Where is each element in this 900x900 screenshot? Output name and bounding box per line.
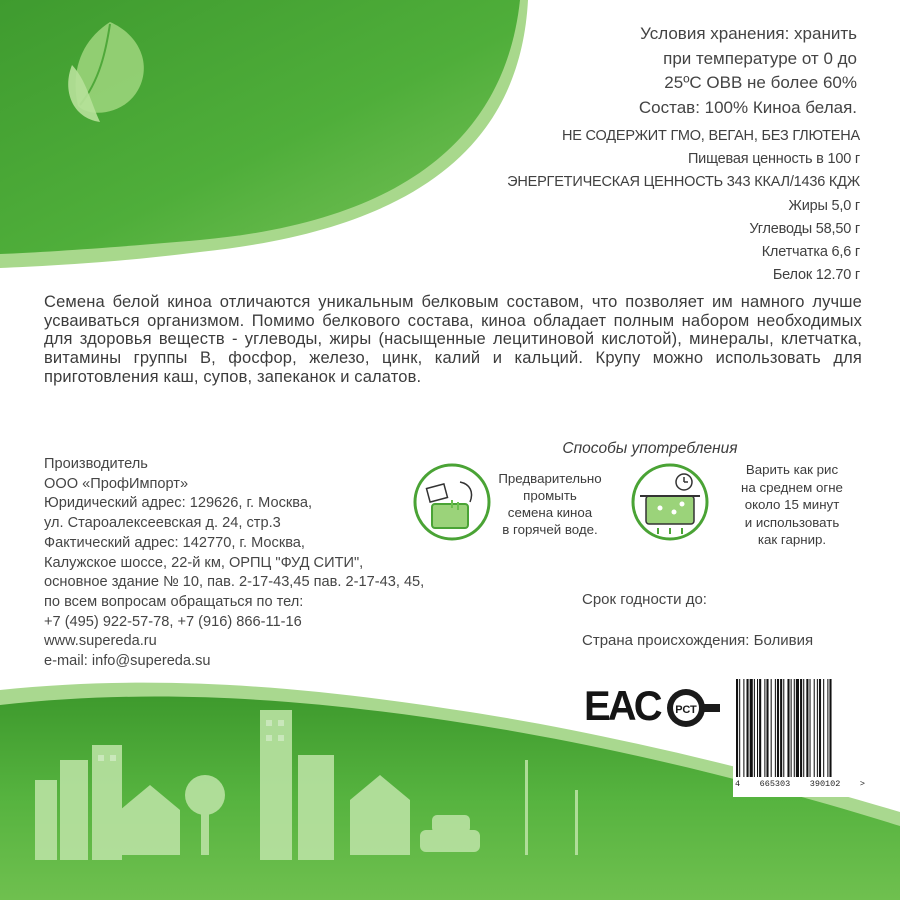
step-line: и использовать [744, 514, 840, 530]
step-line: Варить как рис [745, 462, 839, 477]
per-100g-label: Пищевая ценность в 100 г [687, 151, 860, 168]
barcode-bar [794, 679, 795, 777]
barcode-bar [819, 679, 821, 777]
usage-step-rinse [472, 470, 628, 538]
carbs-value: Углеводы 58,50 г [749, 220, 860, 237]
barcode-bar [814, 679, 815, 777]
barcode-bar [823, 679, 824, 777]
barcode-bar [777, 679, 779, 777]
rst-certification-mark [664, 686, 722, 730]
maker-line: Юридический адрес: 129626, г. Москва, [44, 495, 313, 512]
barcode-bar [743, 679, 744, 777]
cooking-pot-icon [630, 462, 710, 542]
barcode-bar [780, 679, 782, 777]
step-line: как гарнир. [757, 532, 827, 547]
maker-phone: +7 (495) 922-57-78, +7 (916) 866-11-16 [44, 613, 302, 630]
maker-line: Фактический адрес: 142770, г. Москва, [44, 534, 305, 551]
rst-mark-text: РСТ [675, 704, 697, 716]
barcode-digit-group: 665303 [759, 779, 791, 789]
fat-value: Жиры 5,0 г [788, 197, 860, 214]
free-from-label: НЕ СОДЕРЖИТ ГМО, ВЕГАН, БЕЗ ГЛЮТЕНА [561, 128, 860, 144]
storage-line: при температуре от 0 до [663, 48, 857, 68]
barcode-bar [783, 679, 784, 777]
barcode-bar [754, 679, 755, 777]
barcode-bar [817, 679, 818, 777]
maker-line: ул. Староалексеевская д. 24, стр.3 [44, 515, 281, 532]
step-line: на среднем огне [741, 479, 843, 495]
step-line: в горячей воде. [502, 522, 598, 537]
barcode-digit-group: 4 [735, 779, 741, 789]
barcode-bar [771, 679, 772, 777]
barcode-bar [829, 679, 831, 777]
barcode-bar [764, 679, 765, 777]
step-line: Предварительно [498, 471, 602, 486]
product-description: Семена белой киноа отличаются уникальным белковым составом, что позволяет им намного лучше усваиваться организмом. Помимо белкового состава, киноа обладает полным набором необходимых для здоровья веществ - углеводы, жиры (насыщенные лецитиновой кислотой), минералы, клетчатка, витамины группы B, фосфор, железо, цинк, калий и кальций. Крупу можно использовать для приготовления каш, супов, запеканок и салатов. [44, 293, 862, 386]
barcode-bar [739, 679, 740, 777]
barcode-bar [806, 679, 808, 777]
maker-email: e-mail: info@supereda.su [44, 653, 211, 670]
composition-line: Состав: 100% Киноа белая. [638, 97, 857, 117]
barcode-bar [736, 679, 738, 777]
step-line: около 15 минут [744, 497, 840, 512]
storage-line: Условия хранения: хранить [640, 24, 857, 43]
storage-line: 25ºС ОВВ не более 60% [664, 73, 857, 92]
maker-line: основное здание № 10, пав. 2-17-43,45 пав. 2-17-43, 45, [44, 574, 425, 591]
barcode-bar [766, 679, 768, 777]
barcode-bar [747, 679, 749, 777]
protein-value: Белок 12.70 г [772, 267, 860, 284]
barcode-bar [787, 679, 789, 777]
step-line: семена киноа [507, 505, 593, 520]
barcode-bar [750, 679, 753, 777]
barcode-bar [775, 679, 776, 777]
barcode-bar [796, 679, 799, 777]
fiber-value: Клетчатка 6,6 г [761, 244, 860, 261]
barcode-bar [810, 679, 811, 777]
barcode-bar [757, 679, 758, 777]
barcode-digits [733, 779, 867, 789]
barcode-bar [803, 679, 804, 777]
maker-line: Калужское шоссе, 22-й км, ОРПЦ "ФУД СИТИ", [44, 554, 364, 571]
barcode-bar [759, 679, 761, 777]
maker-line: Производитель [44, 456, 148, 472]
nutrition-facts [420, 125, 860, 287]
expiry-label: Срок годности до: [582, 591, 707, 608]
barcode-bar [827, 679, 828, 777]
usage-step-cook [717, 461, 867, 549]
eac-mark: EAC [583, 682, 660, 729]
maker-line: ООО «ПрофИмпорт» [44, 475, 189, 492]
energy-value: ЭНЕРГЕТИЧЕСКАЯ ЦЕННОСТЬ 343 ККАЛ/1436 КДЖ [507, 174, 860, 191]
maker-website: www.supereda.ru [44, 633, 157, 650]
country-of-origin: Страна происхождения: Боливия [582, 632, 814, 649]
usage-title: Способы употребления [562, 440, 738, 457]
maker-line: по всем вопросам обращаться по тел: [44, 593, 304, 610]
step-line: промыть [523, 488, 577, 503]
storage-conditions [545, 22, 857, 120]
barcode-digit-group: > [859, 779, 865, 789]
barcode-bars [733, 675, 867, 779]
barcode-bar [791, 679, 792, 777]
barcode-bar [800, 679, 802, 777]
barcode-digit-group: 390102 [809, 779, 841, 789]
